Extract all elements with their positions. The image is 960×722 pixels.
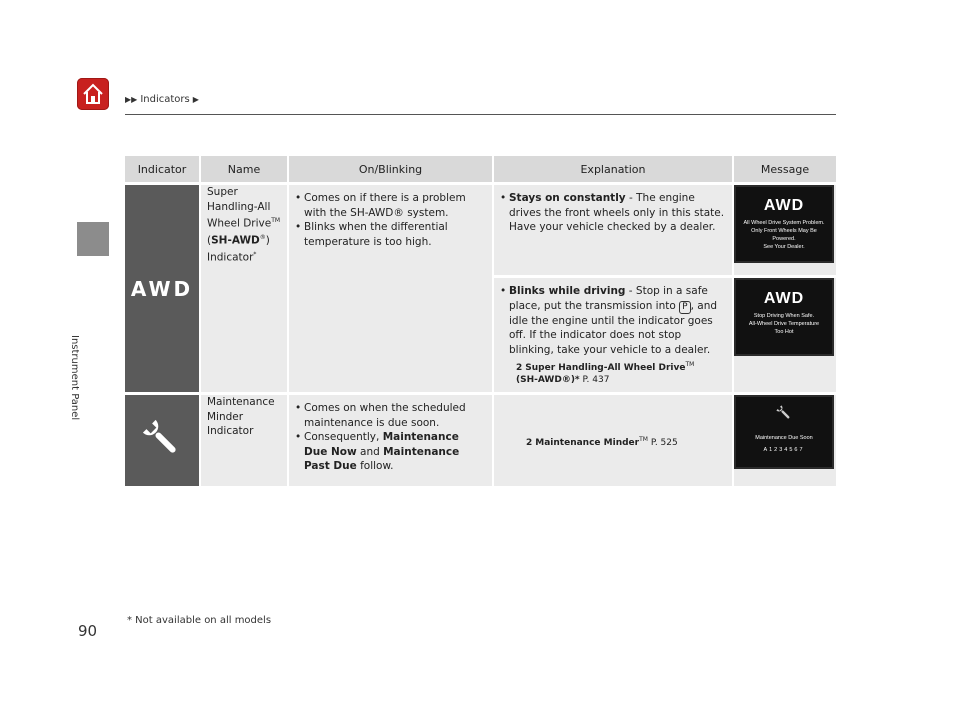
cross-reference-link[interactable] [494,434,732,449]
screen-line: See Your Dealer. [763,244,805,250]
screen-text [736,215,832,257]
explanation-bold: Stays on constantly [509,192,626,204]
list-text: and [356,445,384,458]
list-text: follow. [356,460,394,472]
table-header-row [125,156,837,184]
cross-reference-link[interactable] [500,359,725,386]
explanation-cell [493,184,733,277]
header-divider [125,114,836,115]
name-line: (SH-AWD®) [207,234,270,247]
column-header: Message [733,156,837,184]
screen-line: Stop Driving When Safe. [753,313,815,319]
column-header: Explanation [493,156,733,184]
screen-line: Only Front Wheels May Be [751,228,817,234]
trademark: TM [639,436,648,443]
name-line [207,248,281,265]
screen-wrench [736,397,832,424]
name-cell [200,394,288,488]
table-row [125,184,837,277]
breadcrumb[interactable] [125,94,199,105]
park-key-icon: P [679,301,690,314]
trademark: TM [271,217,281,224]
screen-line: Too Hot [774,329,794,335]
explanation-text: - Stop in a safe place, put the transmission into [509,285,708,312]
name-line: Handling-All [207,200,271,213]
table-row [125,394,837,488]
screen-line: All-Wheel Drive Temperature [748,321,820,327]
message-cell [733,184,837,277]
ref-title: Super Handling-All Wheel Drive [525,363,686,373]
on-blinking-cell [288,184,493,394]
name-text: Indicator [207,251,254,264]
breadcrumb-label[interactable]: Indicators [140,94,190,105]
list-bold: Maintenance Due Now [304,431,459,458]
list-bold: Maintenance Past Due [304,445,460,472]
list-item: • Blinks when the differential temperature is too high. [295,220,485,249]
explanation-bold: Blinks while driving [509,285,626,297]
name-text: Wheel Drive [207,217,272,230]
column-header: Indicator [125,156,200,184]
list-text: Consequently, [304,431,383,443]
explanation-cell [493,394,733,488]
awd-icon: AWD [130,276,194,301]
reference-arrow-icon: 2 [526,438,533,448]
screen-text [736,308,832,342]
explanation-text: , and idle the engine until the indicator goes off. If the indicator does not stop blinking, take your vehicle to a dealer. [509,299,718,356]
ref-subtitle: (SH-AWD®)* [516,375,580,385]
name-line: Maintenance [207,396,275,408]
ref-title: Maintenance Minder [535,438,640,448]
page-number: 90 [78,622,98,640]
wrench-icon [142,419,182,459]
ref-page: P. 437 [582,375,610,385]
screen-title: AWD [763,197,805,214]
breadcrumb-arrow-icon: ▶▶ [125,95,138,104]
message-cell [733,277,837,394]
explanation-text: - The engine drives the front wheels only in this state. Have your vehicle checked by a dealer. [509,192,725,233]
asterisk: * [253,251,257,258]
trademark: TM [685,361,695,368]
column-header: Name [200,156,288,184]
home-button[interactable] [77,78,109,110]
breadcrumb-arrow-icon: ▶ [192,95,199,104]
list-item: • Comes on if there is a problem with the SH-AWD® system. [295,191,485,220]
name-line: Minder [207,410,244,423]
section-tab [77,222,109,256]
footnote: * Not available on all models [127,615,272,626]
name-cell [200,184,288,394]
indicator-table [125,156,838,489]
home-icon [81,82,105,106]
list-item: • Comes on when the scheduled maintenance is due soon. [295,401,485,430]
message-screen [734,278,834,356]
screen-code: A1234567 [763,447,805,453]
reference-arrow-icon: 2 [516,363,523,373]
screen-text [736,424,832,460]
screen-line: All Wheel Drive System Problem. [743,220,825,226]
registered-mark: ® [259,234,266,241]
screen-line: Maintenance Due Soon [755,435,813,441]
name-line: Super [207,186,238,198]
name-line: Indicator [207,425,254,437]
explanation-cell [493,277,733,394]
ref-page: P. 525 [650,438,678,448]
section-label: Instrument Panel [69,335,80,421]
list-item [500,191,725,235]
name-bold: SH-AWD [211,234,260,247]
name-line [207,214,281,231]
wrench-icon [776,405,792,421]
on-blinking-cell [288,394,493,488]
message-cell [733,394,837,488]
list-item [500,284,725,357]
indicator-cell [125,394,200,488]
screen-title: AWD [763,290,805,307]
message-screen [734,185,834,263]
message-screen [734,395,834,469]
screen-line: Powered. [772,236,796,242]
indicator-cell [125,184,200,394]
column-header: On/Blinking [288,156,493,184]
list-item [295,430,485,474]
